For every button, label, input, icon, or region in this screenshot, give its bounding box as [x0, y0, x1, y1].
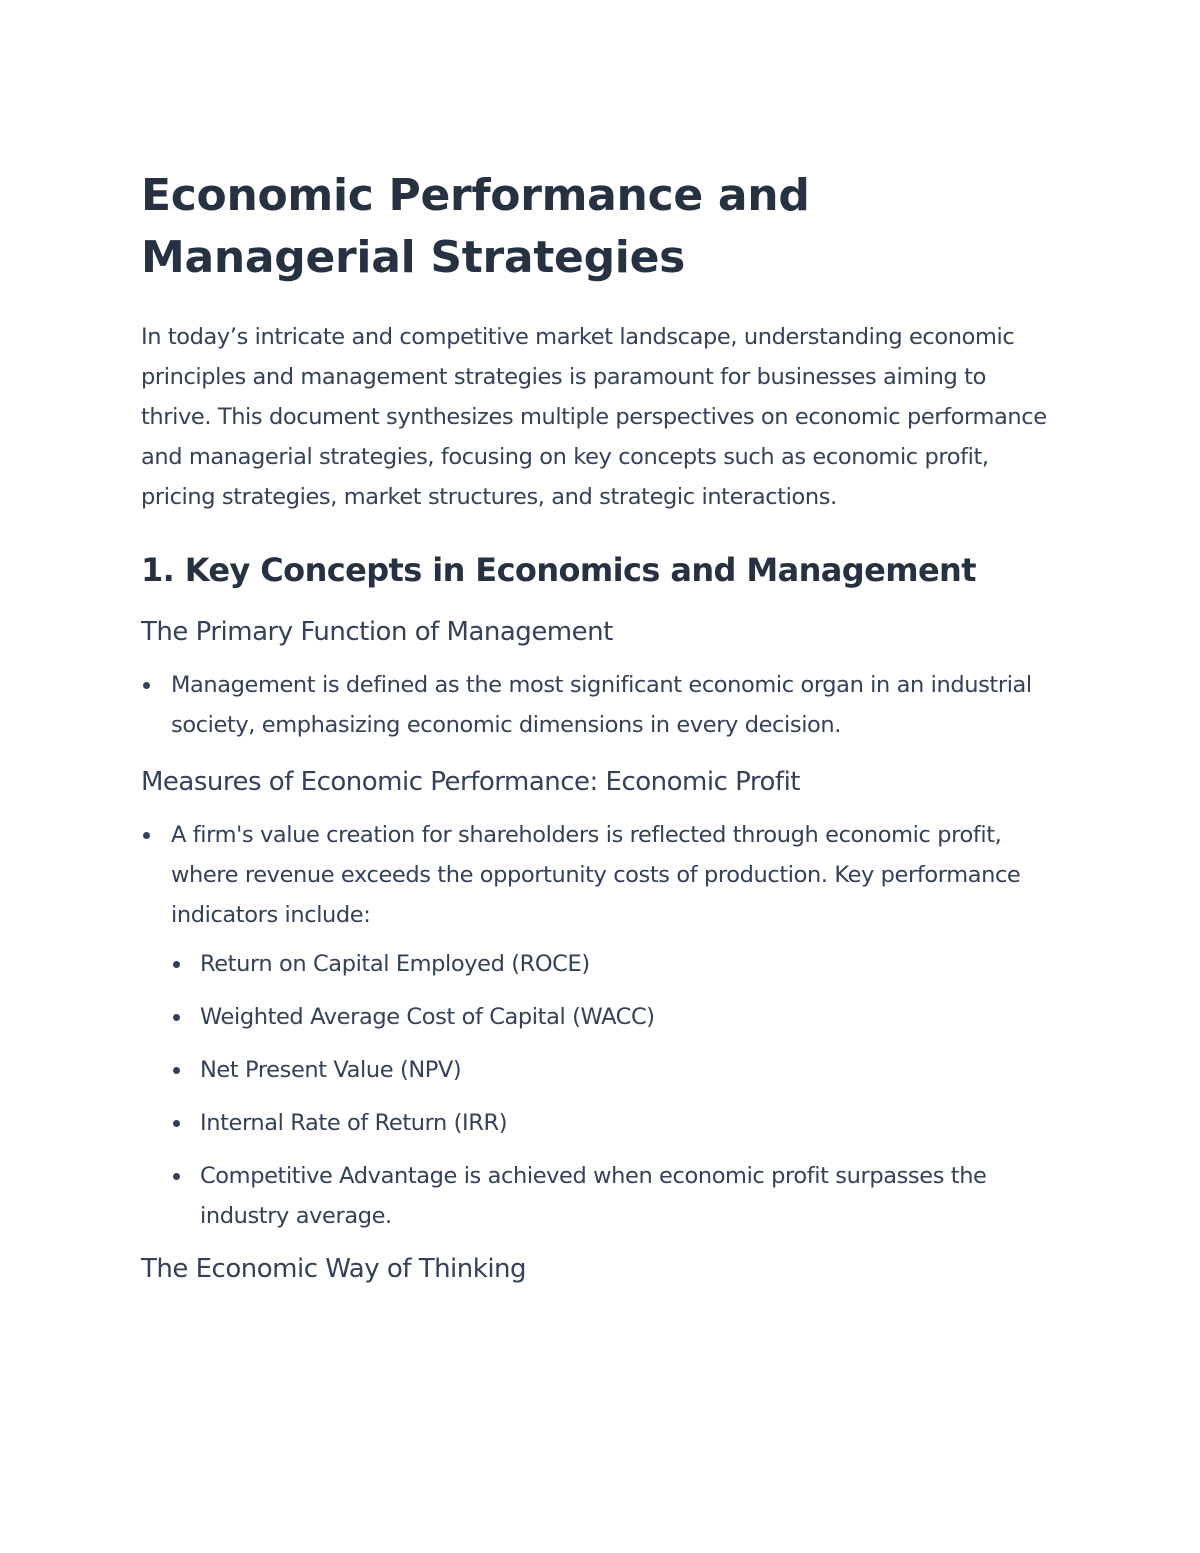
subsection-heading-economic-thinking: The Economic Way of Thinking: [141, 1254, 527, 1284]
subsection-heading-economic-profit: Measures of Economic Performance: Economic Profit: [141, 767, 800, 797]
list-item: Net Present Value (NPV): [171, 1050, 1061, 1090]
nested-bullet-list-kpis: [171, 944, 1061, 1236]
list-item: Competitive Advantage is achieved when economic profit surpasses the industry average.: [171, 1156, 1061, 1236]
list-item: Weighted Average Cost of Capital (WACC): [171, 997, 1061, 1037]
list-item: Management is defined as the most significant economic organ in an industrial society, emphasizing economic dimensions in every decision.: [141, 665, 1061, 745]
list-item-text: A firm's value creation for shareholders is reflected through economic profit, where revenue exceeds the opportunity costs of production. Key performance indicators include:: [171, 822, 1021, 928]
bullet-list-economic-profit: [141, 815, 1061, 1236]
document-title: Economic Performance and Managerial Strategies: [141, 170, 810, 283]
subsection-heading-primary-function: The Primary Function of Management: [141, 617, 613, 647]
list-item: [141, 815, 1061, 1236]
bullet-list-primary-function: [141, 665, 1061, 745]
document-page: [141, 165, 1061, 1294]
list-item: Internal Rate of Return (IRR): [171, 1103, 1061, 1143]
section-heading-key-concepts: 1. Key Concepts in Economics and Management: [141, 551, 976, 589]
list-item: Return on Capital Employed (ROCE): [171, 944, 1061, 984]
intro-paragraph: In today’s intricate and competitive market landscape, understanding economic principles and management strategies is paramount for businesses aiming to thrive. This document synthesizes multiple perspectives on economic performance and managerial strategies, focusing on key concepts such as economic profit, pricing strategies, market structures, and strategic interactions.: [141, 324, 1047, 510]
